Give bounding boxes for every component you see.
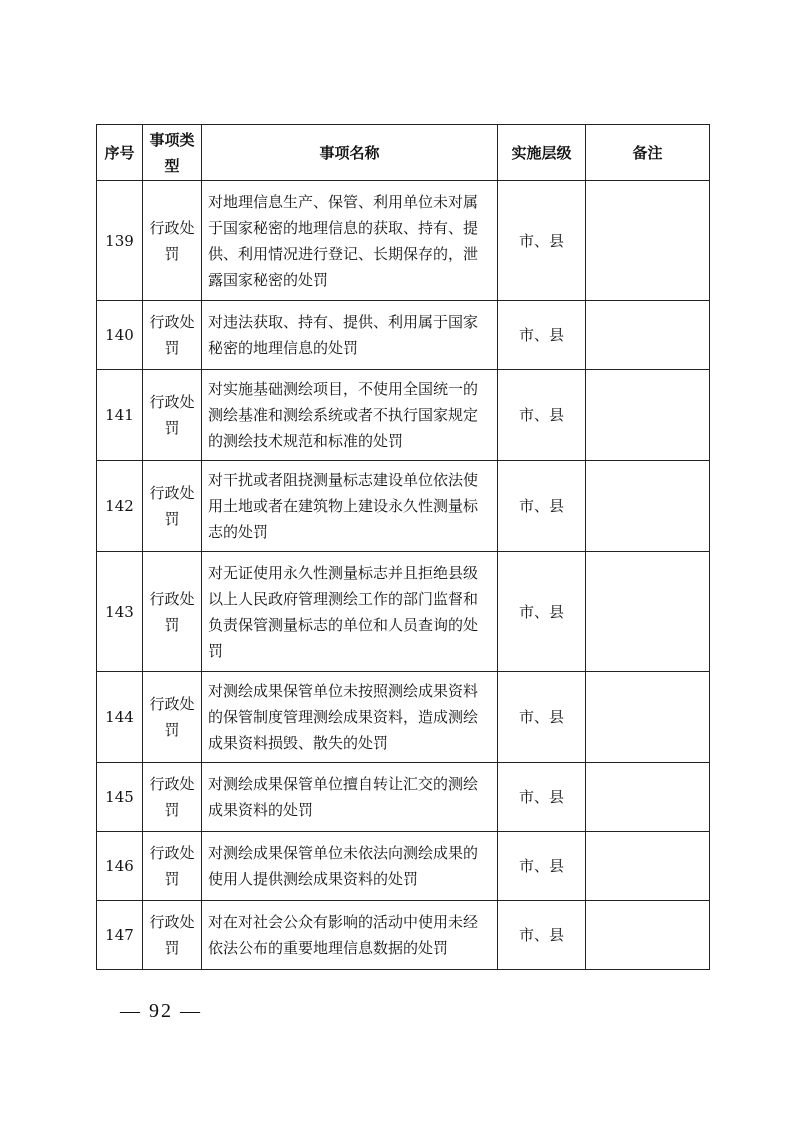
cell-level: 市、县	[498, 832, 586, 901]
cell-seq: 146	[97, 832, 143, 901]
cell-note	[586, 370, 710, 461]
table-row	[97, 301, 710, 370]
cell-seq: 140	[97, 301, 143, 370]
cell-type: 行政处罚	[143, 181, 202, 301]
cell-level: 市、县	[498, 301, 586, 370]
cell-note	[586, 181, 710, 301]
cell-name: 对违法获取、持有、提供、利用属于国家秘密的地理信息的处罚	[202, 301, 498, 370]
table-row	[97, 552, 710, 672]
cell-level: 市、县	[498, 552, 586, 672]
cell-name: 对干扰或者阻挠测量标志建设单位依法使用土地或者在建筑物上建设永久性测量标志的处罚	[202, 461, 498, 552]
cell-note	[586, 763, 710, 832]
table-row	[97, 370, 710, 461]
cell-name: 对测绘成果保管单位擅自转让汇交的测绘成果资料的处罚	[202, 763, 498, 832]
cell-name: 对地理信息生产、保管、利用单位未对属于国家秘密的地理信息的获取、持有、提供、利用情况进行登记、长期保存的，泄露国家秘密的处罚	[202, 181, 498, 301]
cell-level: 市、县	[498, 672, 586, 763]
cell-seq: 144	[97, 672, 143, 763]
cell-type: 行政处罚	[143, 763, 202, 832]
table-header-row	[97, 125, 710, 181]
table-row	[97, 901, 710, 970]
cell-level: 市、县	[498, 370, 586, 461]
cell-type: 行政处罚	[143, 301, 202, 370]
cell-seq: 139	[97, 181, 143, 301]
cell-type: 行政处罚	[143, 370, 202, 461]
cell-seq: 141	[97, 370, 143, 461]
header-seq: 序号	[97, 125, 143, 181]
table-row	[97, 672, 710, 763]
cell-note	[586, 552, 710, 672]
cell-name: 对在对社会公众有影响的活动中使用未经依法公布的重要地理信息数据的处罚	[202, 901, 498, 970]
matters-table-container	[96, 124, 698, 970]
cell-name: 对实施基础测绘项目，不使用全国统一的测绘基准和测绘系统或者不执行国家规定的测绘技术规范和标准的处罚	[202, 370, 498, 461]
table-row	[97, 181, 710, 301]
cell-level: 市、县	[498, 901, 586, 970]
cell-type: 行政处罚	[143, 552, 202, 672]
cell-name: 对测绘成果保管单位未依法向测绘成果的使用人提供测绘成果资料的处罚	[202, 832, 498, 901]
table-row	[97, 763, 710, 832]
header-name: 事项名称	[202, 125, 498, 181]
cell-name: 对测绘成果保管单位未按照测绘成果资料的保管制度管理测绘成果资料，造成测绘成果资料损毁、散失的处罚	[202, 672, 498, 763]
header-type: 事项类型	[143, 125, 202, 181]
cell-level: 市、县	[498, 181, 586, 301]
cell-seq: 142	[97, 461, 143, 552]
cell-seq: 143	[97, 552, 143, 672]
cell-seq: 145	[97, 763, 143, 832]
cell-type: 行政处罚	[143, 672, 202, 763]
matters-table	[96, 124, 710, 970]
cell-note	[586, 301, 710, 370]
cell-note	[586, 832, 710, 901]
cell-type: 行政处罚	[143, 832, 202, 901]
cell-name: 对无证使用永久性测量标志并且拒绝县级以上人民政府管理测绘工作的部门监督和负责保管测量标志的单位和人员查询的处罚	[202, 552, 498, 672]
cell-seq: 147	[97, 901, 143, 970]
cell-type: 行政处罚	[143, 901, 202, 970]
header-note: 备注	[586, 125, 710, 181]
cell-note	[586, 901, 710, 970]
cell-note	[586, 672, 710, 763]
cell-type: 行政处罚	[143, 461, 202, 552]
cell-note	[586, 461, 710, 552]
header-level: 实施层级	[498, 125, 586, 181]
table-row	[97, 832, 710, 901]
page-number: — 92 —	[120, 1000, 202, 1022]
cell-level: 市、县	[498, 763, 586, 832]
table-row	[97, 461, 710, 552]
cell-level: 市、县	[498, 461, 586, 552]
